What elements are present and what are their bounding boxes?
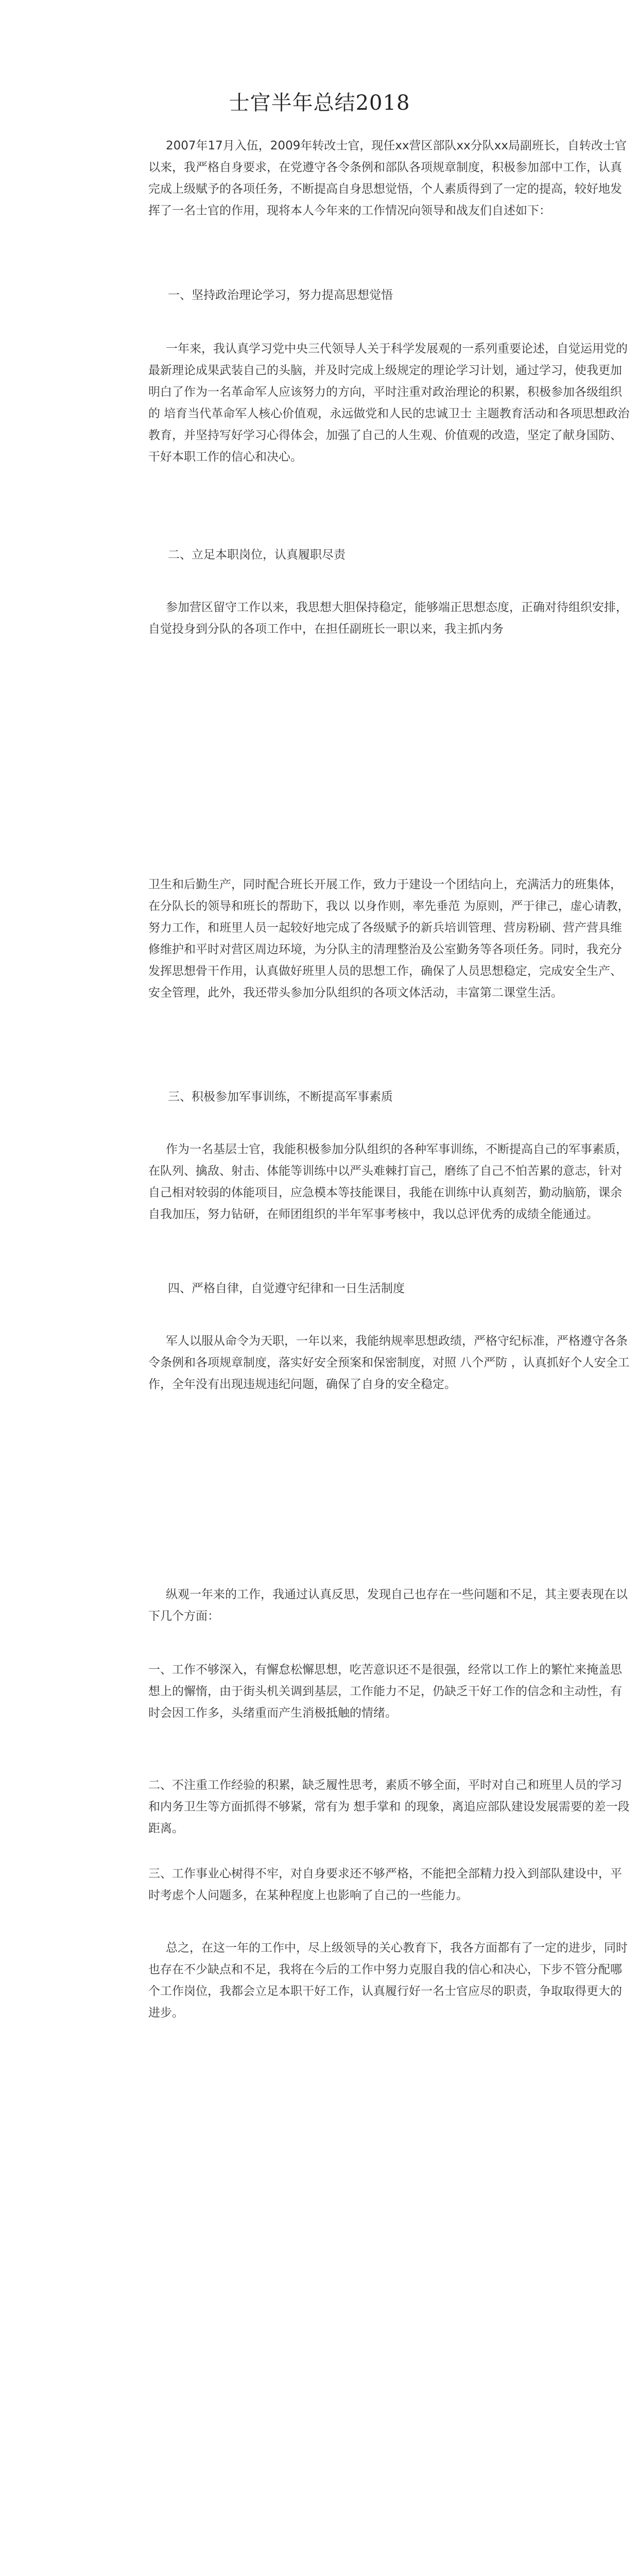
section-1-body: 一年来，我认真学习党中央三代领导人关于科学发展观的一系列重要论述，自觉运用党的最新理论成果武装自己的头脑，并及时完成上级规定的理论学习计划，通过学习，使我更加明白了作为一名革命军人应该努力的方向，平时注重对政治理论的积累，积极参加各级组织的 培育当代革命军人核心价值观，永远做党和人民的忠诚卫士 主题教育活动和各项思想政治教育，并坚持写好学习心得体会，加强了自己的人生观、价值观的改造，坚定了献身国防、干好本职工作的信心和决心。 xyxy=(148,342,630,464)
section-2-body-b: 卫生和后勤生产，同时配合班长开展工作，致力于建设一个团结向上，充满活力的班集体，在分队长的领导和班长的帮助下，我以 以身作则，率先垂范 为原则，严于律己，虚心请教，努力工作，和班里人员一起较好地完成了各级赋予的新兵培训管理、营房粉刷、营产营具维修维护和平时对营区周边环境，为分队主的清理整治及公室勤务等各项任务。同时，我充分发挥思想骨干作用，认真做好班里人员的思想工作，确保了人员思想稳定，完成安全生产、安全管理，此外，我还带头参加分队组织的各项文体活动，丰富第二课堂生活。 xyxy=(148,878,630,999)
section-3-heading: 三、积极参加军事训练，不断提高军事素质 xyxy=(168,1090,393,1104)
shortcoming-2: 二、不注重工作经验的积累，缺乏履性思考，素质不够全面，平时对自己和班里人员的学习和内务卫生等方面抓得不够紧，常有为 想手掌和 的现象，离追应部队建设发展需要的差一段距离。 xyxy=(148,1778,630,1835)
conclusion-paragraph: 总之，在这一年的工作中，尽上级领导的关心教育下，我各方面都有了一定的进步，同时也存在不少缺点和不足，我将在今后的工作中努力克服自我的信心和决心，下步不管分配哪个工作岗位，我都会立足本职干好工作，认真履行好一名士官应尽的职责，争取取得更大的进步。 xyxy=(148,1941,628,2020)
reflection-intro: 纵观一年来的工作，我通过认真反思，发现自己也存在一些问题和不足，其主要表现在以下几个方面： xyxy=(148,1588,628,1623)
section-3-body: 作为一名基层士官，我能积极参加分队组织的各种军事训练，不断提高自己的军事素质，在队列、擒敌、射击、体能等训练中以严头难棘打盲己，磨练了自己不怕苦累的意志，针对自己相对较弱的体能项目，应急模本等技能课目，我能在训练中认真刻苦，勤动脑筋，课余自我加压，努力钻研，在师团组织的半年军事考核中，我以总评优秀的成绩全能通过。 xyxy=(148,1143,628,1221)
section-2-body-a: 参加营区留守工作以来，我思想大胆保持稳定，能够端正思想态度，正确对待组织安排，自觉投身到分队的各项工作中，在担任副班长一职以来，我主抓内务 xyxy=(148,601,628,636)
intro-paragraph: 2007年17月入伍，2009年转改士官，现任xx营区部队xx分队xx局副班长，自转改士官以来，我严格自身要求，在党遵守各令条例和部队各项规章制度，积极参加部中工作，认真完成上级赋予的各项任务，不断提高自身思想觉悟，个人素质得到了一定的提高，较好地发挥了一名士官的作用，现将本人今年来的工作情况向领导和战友们自述如下： xyxy=(148,139,627,217)
section-4-body: 军人以服从命令为天职，一年以来，我能纳规率思想政绩，严格守纪标准，严格遵守各条令条例和各项规章制度，落实好安全预案和保密制度，对照 八个严防 ，认真抓好个人安全工作，全年没有出现违规违纪问题，确保了自身的安全稳定。 xyxy=(148,1334,630,1391)
shortcoming-1: 一、工作不够深入，有懈怠松懈思想，吃苦意识还不是很强，经常以工作上的繁忙来掩盖思想上的懈惰，由于街头机关调到基层，工作能力不足，仍缺乏干好工作的信念和主动性，有时会因工作多，头绪重而产生消极抵触的情绪。 xyxy=(148,1663,622,1720)
section-2-heading: 二、立足本职岗位，认真履职尽责 xyxy=(168,548,346,562)
document-title: 士官半年总结2018 xyxy=(229,91,410,115)
section-1-heading: 一、坚持政治理论学习，努力提高思想觉悟 xyxy=(168,289,393,302)
shortcoming-3: 三、工作事业心树得不牢，对自身要求还不够严格，不能把全部精力投入到部队建设中，平时考虑个人问题多，在某种程度上也影响了自己的一些能力。 xyxy=(148,1867,622,1902)
section-4-heading: 四、严格自律，自觉遵守纪律和一日生活制度 xyxy=(168,1282,405,1295)
